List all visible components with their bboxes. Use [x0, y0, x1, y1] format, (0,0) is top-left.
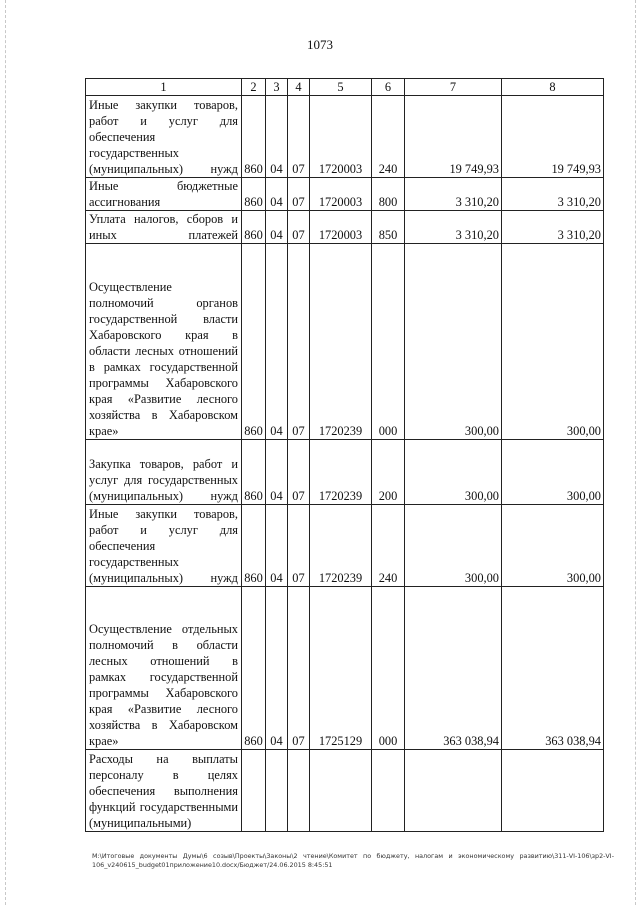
- subsection-code-cell: 07: [288, 440, 310, 505]
- section-code-cell: 04: [266, 178, 288, 211]
- grbs-code-cell: 860: [242, 440, 266, 505]
- expense-type-cell: 200: [372, 440, 405, 505]
- row-name-cell: Иные закупки товаров, работ и услуг для обеспечения государственных (муниципальных) нужд: [86, 505, 242, 587]
- subsection-code-cell: 07: [288, 96, 310, 178]
- target-article-cell: [310, 750, 372, 832]
- amount-cell: 300,00: [502, 244, 604, 440]
- section-code-cell: 04: [266, 211, 288, 244]
- subsection-code-cell: 07: [288, 587, 310, 750]
- budget-table: [85, 78, 604, 832]
- section-code-cell: 04: [266, 587, 288, 750]
- amount-cell: 3 310,20: [405, 211, 502, 244]
- section-code-cell: 04: [266, 505, 288, 587]
- amount-cell: 19 749,93: [502, 96, 604, 178]
- grbs-code-cell: 860: [242, 505, 266, 587]
- grbs-code-cell: 860: [242, 211, 266, 244]
- amount-cell: 300,00: [405, 505, 502, 587]
- header-cell: 7: [405, 79, 502, 96]
- expense-type-cell: 000: [372, 244, 405, 440]
- table-row: [86, 178, 604, 211]
- row-name-cell: Иные закупки товаров, работ и услуг для обеспечения государственных (муниципальных) нужд: [86, 96, 242, 178]
- page-edge-right: [635, 0, 636, 905]
- row-name-cell: Закупка товаров, работ и услуг для государственных (муниципальных) нужд: [86, 440, 242, 505]
- grbs-code-cell: 860: [242, 587, 266, 750]
- table-row: [86, 96, 604, 178]
- subsection-code-cell: 07: [288, 178, 310, 211]
- target-article-cell: 1720239: [310, 505, 372, 587]
- target-article-cell: 1720003: [310, 96, 372, 178]
- amount-cell: 3 310,20: [502, 178, 604, 211]
- amount-cell: 300,00: [405, 440, 502, 505]
- grbs-code-cell: 860: [242, 178, 266, 211]
- table-row: [86, 750, 604, 832]
- section-code-cell: 04: [266, 440, 288, 505]
- subsection-code-cell: 07: [288, 505, 310, 587]
- amount-cell: 300,00: [502, 440, 604, 505]
- row-name-cell: Осуществление полномочий органов государственной власти Хабаровского края в области лесных отношений в рамках государственной программы Хабаровского края «Развитие лесного хозяйства в Хабаровском крае»: [86, 244, 242, 440]
- table-row: [86, 440, 604, 505]
- expense-type-cell: [372, 750, 405, 832]
- section-code-cell: 04: [266, 244, 288, 440]
- table-row: [86, 587, 604, 750]
- amount-cell: 300,00: [502, 505, 604, 587]
- header-cell: 5: [310, 79, 372, 96]
- target-article-cell: 1720239: [310, 440, 372, 505]
- page-edge-left: [5, 0, 6, 905]
- grbs-code-cell: 860: [242, 244, 266, 440]
- header-cell: 4: [288, 79, 310, 96]
- header-cell: 6: [372, 79, 405, 96]
- amount-cell: 363 038,94: [405, 587, 502, 750]
- amount-cell: [405, 750, 502, 832]
- row-name-cell: Расходы на выплаты персоналу в целях обеспечения выполнения функций государственными (муниципальными): [86, 750, 242, 832]
- amount-cell: 3 310,20: [502, 211, 604, 244]
- target-article-cell: 1725129: [310, 587, 372, 750]
- expense-type-cell: 800: [372, 178, 405, 211]
- table-row: [86, 244, 604, 440]
- target-article-cell: 1720003: [310, 178, 372, 211]
- header-cell: 8: [502, 79, 604, 96]
- section-code-cell: 04: [266, 96, 288, 178]
- table-header-row: [86, 79, 604, 96]
- amount-cell: [502, 750, 604, 832]
- table-row: [86, 505, 604, 587]
- grbs-code-cell: [242, 750, 266, 832]
- file-path-footer: M:\Итоговые документы Думы\6 созыв\Проекты\Законы\2 чтение\Комитет по бюджету, налогам и экономическому развитию\311-VI-106\зр2-VI-106_v240615_budget01приложение10.docx/Бюджет/24.06.2015 8:45:51: [92, 852, 614, 869]
- row-name-cell: Уплата налогов, сборов и иных платежей: [86, 211, 242, 244]
- header-cell: 2: [242, 79, 266, 96]
- amount-cell: 300,00: [405, 244, 502, 440]
- row-name-cell: Осуществление отдельных полномочий в области лесных отношений в рамках государственной программы Хабаровского края «Развитие лесного хозяйства в Хабаровском крае»: [86, 587, 242, 750]
- section-code-cell: [266, 750, 288, 832]
- amount-cell: 3 310,20: [405, 178, 502, 211]
- header-cell: 1: [86, 79, 242, 96]
- expense-type-cell: 000: [372, 587, 405, 750]
- subsection-code-cell: [288, 750, 310, 832]
- target-article-cell: 1720003: [310, 211, 372, 244]
- subsection-code-cell: 07: [288, 211, 310, 244]
- header-cell: 3: [266, 79, 288, 96]
- page-number: 1073: [307, 37, 333, 52]
- subsection-code-cell: 07: [288, 244, 310, 440]
- row-name-cell: Иные бюджетные ассигнования: [86, 178, 242, 211]
- expense-type-cell: 240: [372, 505, 405, 587]
- expense-type-cell: 240: [372, 96, 405, 178]
- expense-type-cell: 850: [372, 211, 405, 244]
- target-article-cell: 1720239: [310, 244, 372, 440]
- table-row: [86, 211, 604, 244]
- grbs-code-cell: 860: [242, 96, 266, 178]
- amount-cell: 19 749,93: [405, 96, 502, 178]
- amount-cell: 363 038,94: [502, 587, 604, 750]
